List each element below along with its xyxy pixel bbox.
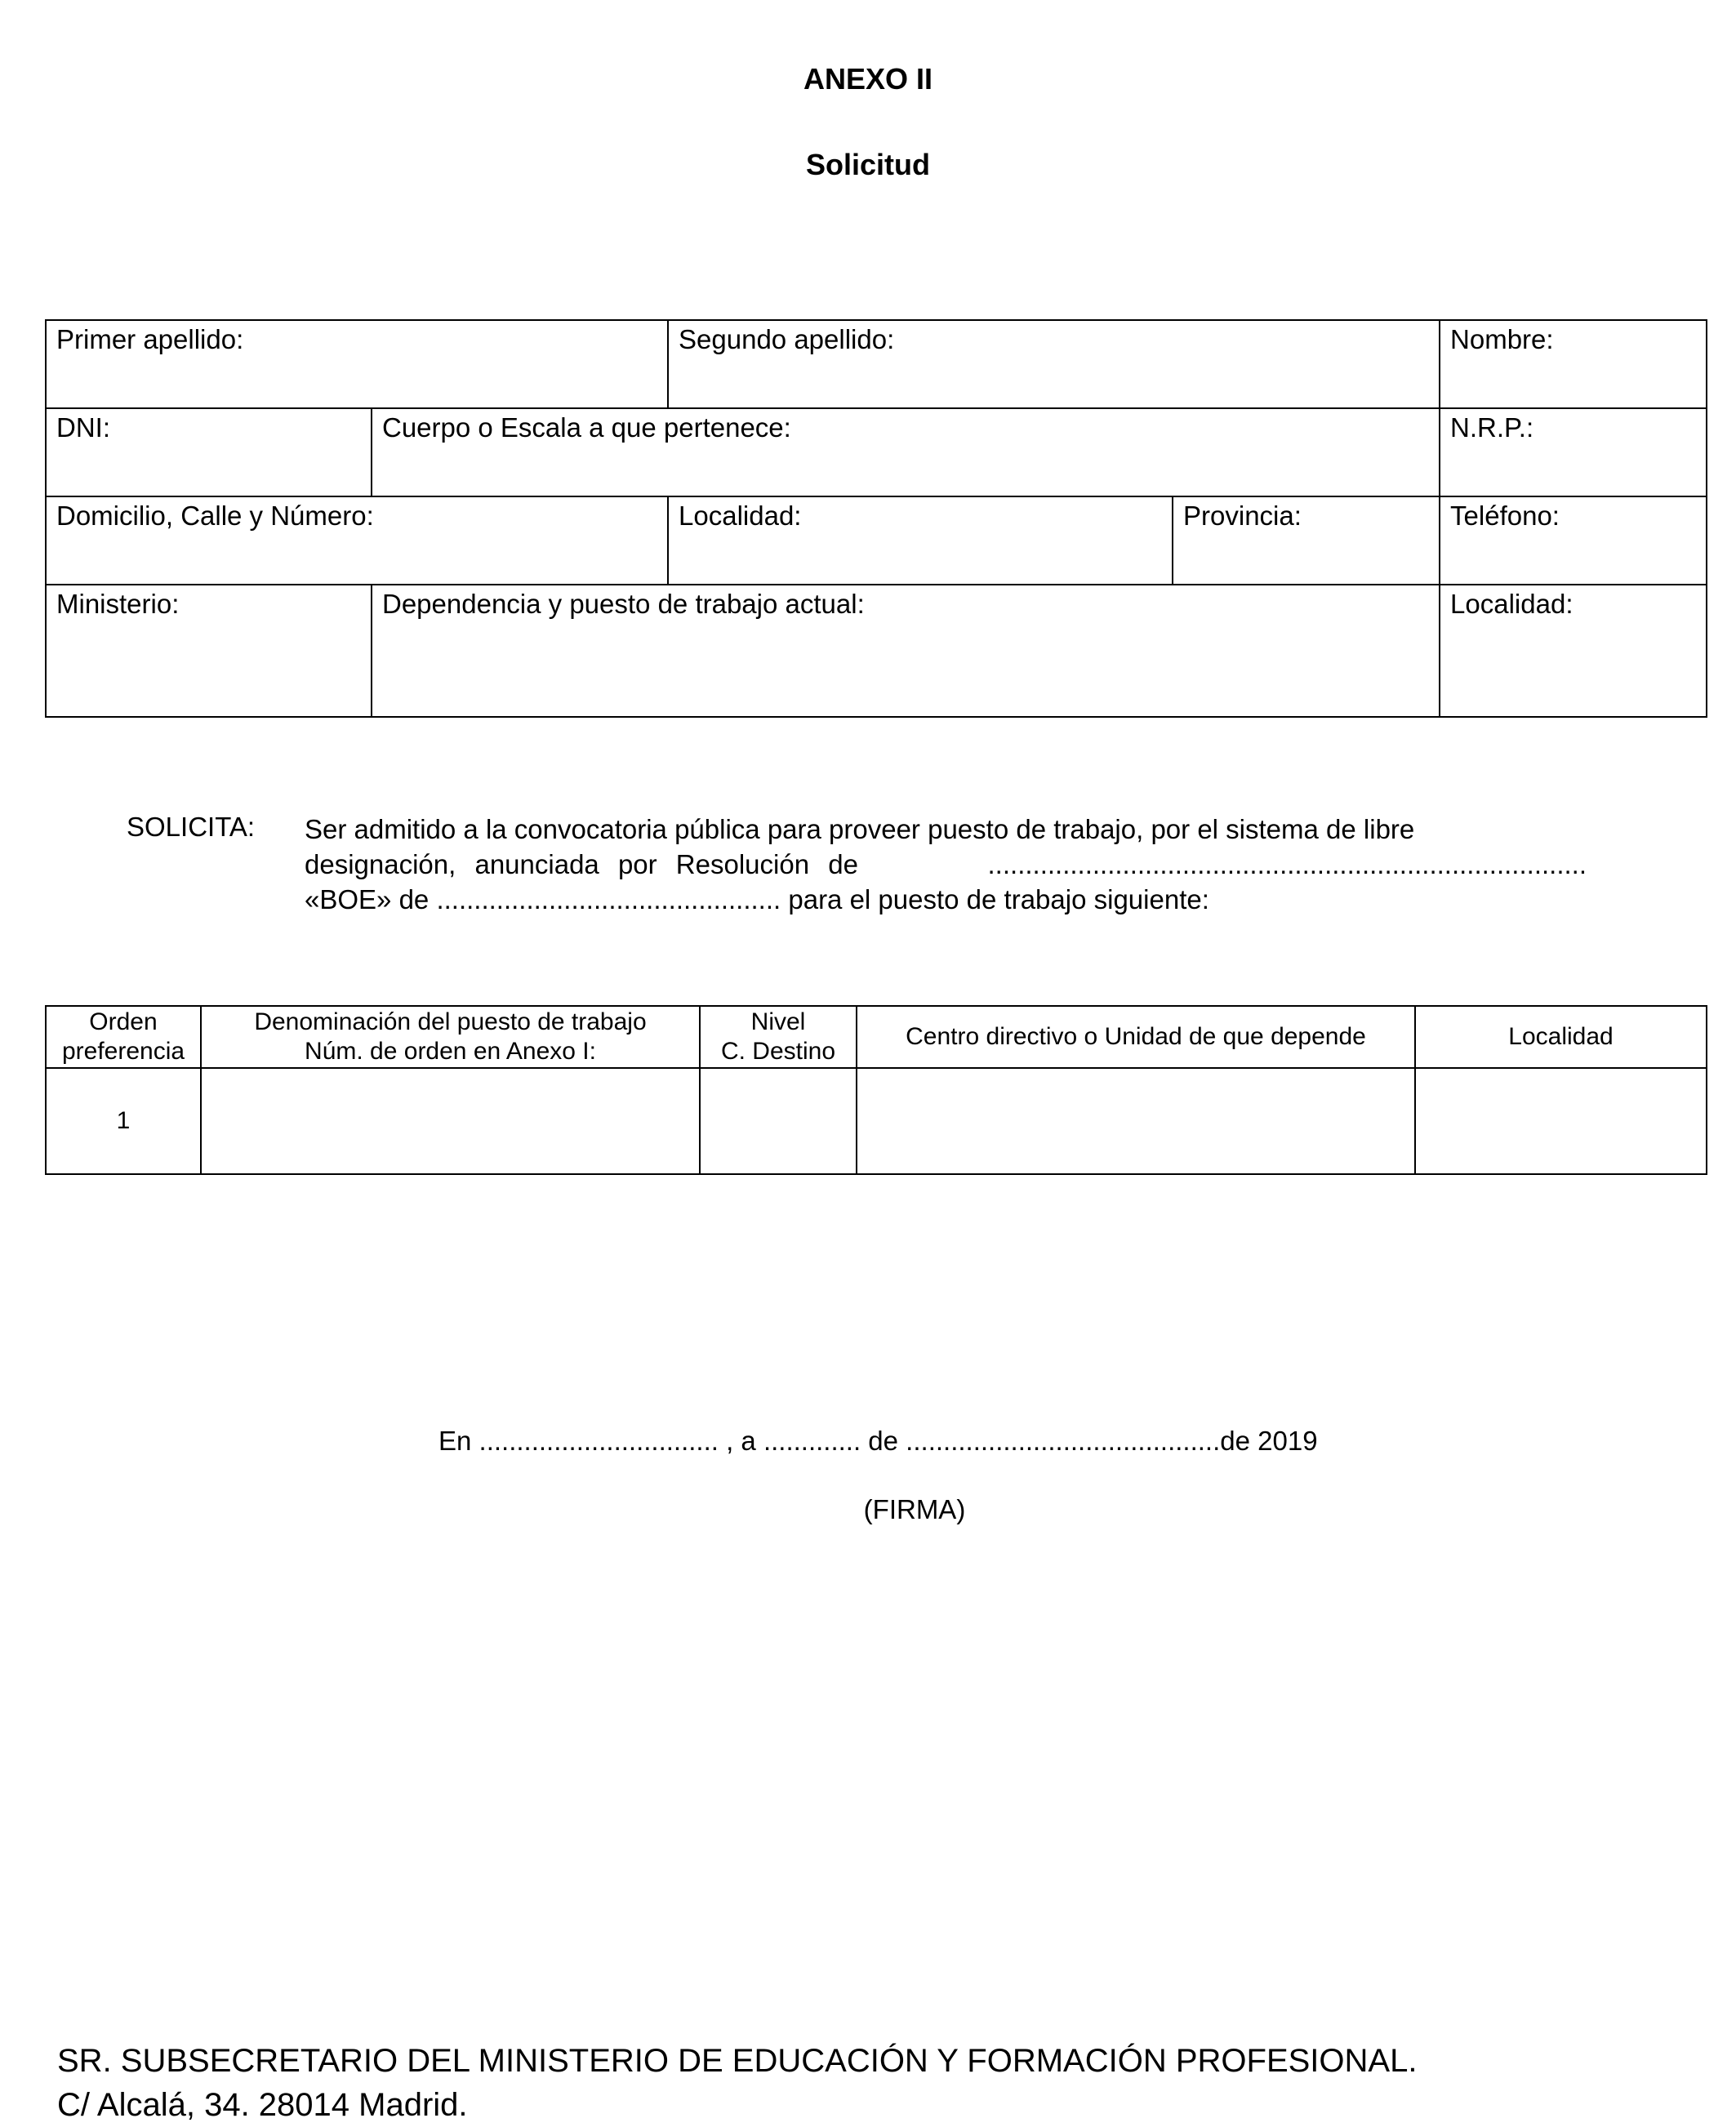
- request-line-1-text: Ser admitido a la convocatoria pública para proveer puesto de trabajo, por el sistema de libre: [305, 814, 1415, 844]
- cell-directorate[interactable]: [857, 1068, 1415, 1174]
- current-town-field[interactable]: Localidad:: [1440, 585, 1707, 717]
- header-order-line-2: preferencia: [61, 1038, 185, 1065]
- footer-line-2: C/ Alcalá, 34. 28014 Madrid.: [57, 2087, 468, 2123]
- header-post-name-line-2: Núm. de orden en Anexo I:: [305, 1038, 596, 1065]
- table-header-row: [46, 1006, 1707, 1068]
- phone-field[interactable]: Teléfono:: [1440, 496, 1707, 585]
- positions-table: [45, 1005, 1707, 1175]
- footer-addressee: [57, 2039, 1417, 2127]
- header-order-line-1: Orden: [89, 1008, 158, 1035]
- ministry-field[interactable]: Ministerio:: [46, 585, 372, 717]
- request-paragraph: [305, 812, 1587, 917]
- request-line-2-dots: ................................................................................: [987, 849, 1587, 879]
- header-level-line-2: C. Destino: [720, 1038, 836, 1065]
- corps-field[interactable]: Cuerpo o Escala a que pertenece:: [372, 408, 1440, 496]
- signature-label: (FIRMA): [863, 1494, 966, 1524]
- dni-field[interactable]: DNI:: [46, 408, 372, 496]
- first-surname-field[interactable]: Primer apellido:: [46, 320, 668, 408]
- personal-data-form: [45, 319, 1707, 718]
- cell-post-name[interactable]: [201, 1068, 700, 1174]
- table-row: [46, 1068, 1707, 1174]
- form-row: [46, 496, 1707, 585]
- request-line-3: «BOE» de .............................................. para el puesto de trabajo siguiente:: [305, 884, 1209, 914]
- request-label: SOLICITA:: [127, 812, 256, 842]
- header-level: [700, 1006, 857, 1068]
- header-post-name-line-1: Denominación del puesto de trabajo: [254, 1008, 647, 1035]
- current-post-field[interactable]: Dependencia y puesto de trabajo actual:: [372, 585, 1440, 717]
- annex-title: ANEXO II: [803, 62, 933, 96]
- name-field[interactable]: Nombre:: [1440, 320, 1707, 408]
- address-field[interactable]: Domicilio, Calle y Número:: [46, 496, 668, 585]
- header-level-line-1: Nivel: [750, 1008, 806, 1035]
- header-locality: Localidad: [1415, 1006, 1707, 1068]
- form-row: [46, 585, 1707, 717]
- date-line: En ................................ , a ............. de ..........................................de 2019: [438, 1426, 1318, 1456]
- form-row: [46, 408, 1707, 496]
- nrp-field[interactable]: N.R.P.:: [1440, 408, 1707, 496]
- request-line-2-text: designación, anunciada por Resolución de: [305, 849, 858, 879]
- province-field[interactable]: Provincia:: [1173, 496, 1440, 585]
- request-line-1: [305, 812, 1587, 847]
- cell-order: 1: [46, 1068, 201, 1174]
- second-surname-field[interactable]: Segundo apellido:: [668, 320, 1440, 408]
- cell-locality[interactable]: [1415, 1068, 1707, 1174]
- request-line-2: [305, 847, 1587, 882]
- document-subtitle: Solicitud: [806, 148, 930, 181]
- footer-line-1: SR. SUBSECRETARIO DEL MINISTERIO DE EDUCACIÓN Y FORMACIÓN PROFESIONAL.: [57, 2043, 1418, 2079]
- town-field[interactable]: Localidad:: [668, 496, 1173, 585]
- header-post-name: [201, 1006, 700, 1068]
- header-directorate: Centro directivo o Unidad de que depende: [857, 1006, 1415, 1068]
- form-row: [46, 320, 1707, 408]
- header-order: [46, 1006, 201, 1068]
- cell-level[interactable]: [700, 1068, 857, 1174]
